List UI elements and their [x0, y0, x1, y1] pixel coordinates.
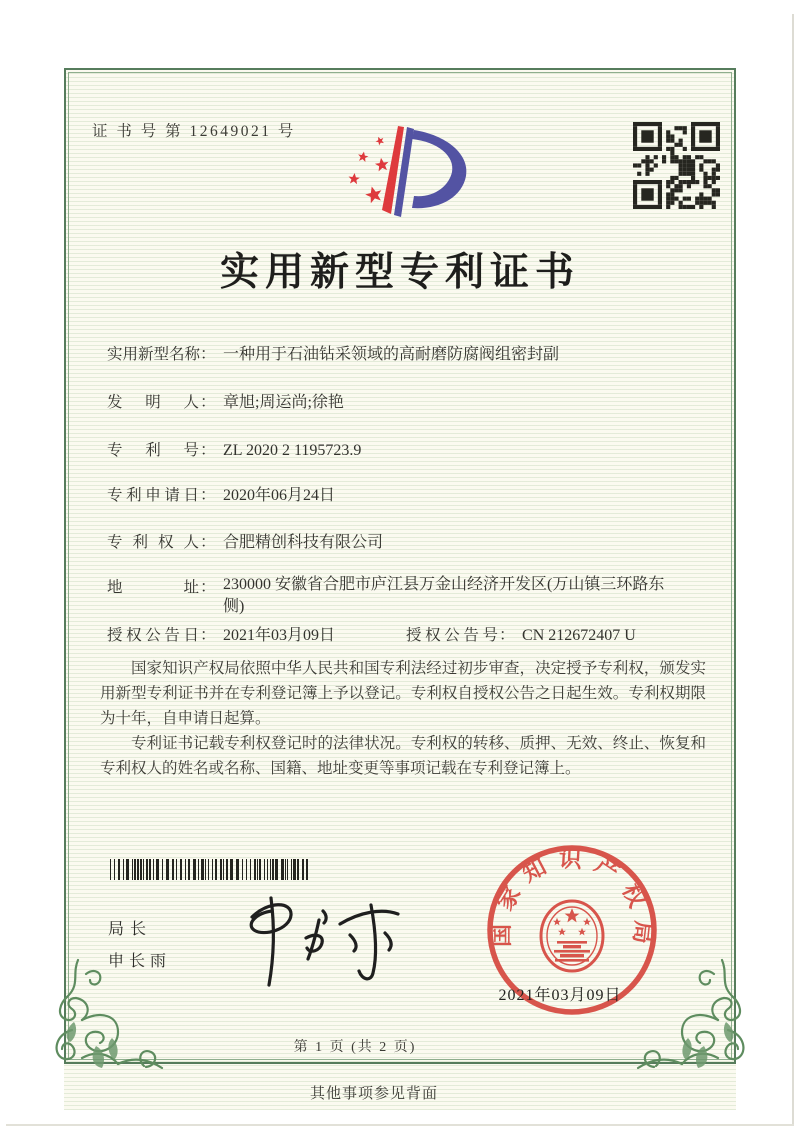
certificate-title: 实用新型专利证书	[219, 251, 580, 294]
field-row-address	[107, 574, 681, 618]
seal-date: 2021年03月09日	[498, 987, 622, 1004]
field-value: 合肥精创科技有限公司	[223, 534, 384, 551]
back-side-note: 其他事项参见背面	[309, 1086, 438, 1102]
field-pair-grant-number	[406, 622, 636, 645]
legal-text	[100, 656, 706, 781]
field-row-patentee	[107, 529, 383, 552]
page-number: 第 1 页 (共 2 页)	[293, 1040, 417, 1055]
scan-page-edge	[792, 14, 794, 1126]
cnipa-logo-icon	[346, 118, 476, 220]
field-label: 实用新型名称	[107, 346, 201, 363]
field-value: ZL 2020 2 1195723.9	[223, 442, 362, 459]
field-colon: ：	[200, 579, 217, 596]
barcode	[110, 859, 310, 880]
legal-paragraph: 专利证书记载专利权登记时的法律状况。专利权的转移、质押、无效、终止、恢复和专利权人的姓名或名称、国籍、地址变更等事项记载在专利登记簿上。	[100, 735, 706, 777]
certificate-number: 证 书 号 第 12649021 号	[92, 123, 296, 140]
field-value: 一种用于石油钻采领域的高耐磨防腐阀组密封副	[223, 346, 560, 363]
field-row-grant	[107, 622, 636, 645]
field-value: 2021年03月09日	[223, 627, 336, 644]
field-colon: ：	[200, 487, 217, 504]
field-value: 230000 安徽省合肥市庐江县万金山经济开发区(万山镇三环路东侧)	[223, 576, 665, 615]
field-value: CN 212672407 U	[522, 627, 636, 644]
field-row-filing-date	[107, 482, 335, 505]
field-label: 专利申请日	[107, 487, 199, 504]
scan-page-edge	[6, 1124, 794, 1126]
field-row-name	[107, 341, 559, 364]
field-colon: ：	[200, 627, 217, 644]
signer-role: 局长	[108, 921, 153, 938]
legal-paragraph: 国家知识产权局依照中华人民共和国专利法经过初步审查，决定授予专利权，颁发实用新型专利证书并在专利登记簿上予以登记。专利权自授权公告之日起生效。专利权期限为十年，自申请日起算。	[100, 660, 706, 727]
field-row-inventors	[107, 389, 344, 412]
field-colon: ：	[200, 394, 217, 411]
field-label: 专利权人	[107, 534, 199, 551]
seal-text: 国家知识产权局	[488, 846, 657, 956]
field-label: 发明人	[107, 394, 199, 411]
field-label: 地址	[107, 579, 199, 596]
field-colon: ：	[200, 442, 217, 459]
qr-code	[633, 122, 720, 209]
signer-name: 申长雨	[108, 953, 172, 970]
field-label: 授权公告日	[107, 627, 199, 644]
field-value: 2020年06月24日	[223, 487, 336, 504]
corner-flourish-icon	[52, 958, 164, 1078]
field-colon: ：	[499, 627, 516, 644]
field-label: 专利号	[107, 442, 199, 459]
national-emblem-icon	[541, 901, 603, 971]
field-row-patent-number	[107, 437, 361, 460]
signature-handwriting	[222, 893, 410, 991]
field-label: 授权公告号	[406, 627, 498, 644]
field-colon: ：	[200, 346, 217, 363]
field-colon: ：	[200, 534, 217, 551]
field-value: 章旭;周运尚;徐艳	[223, 394, 344, 411]
